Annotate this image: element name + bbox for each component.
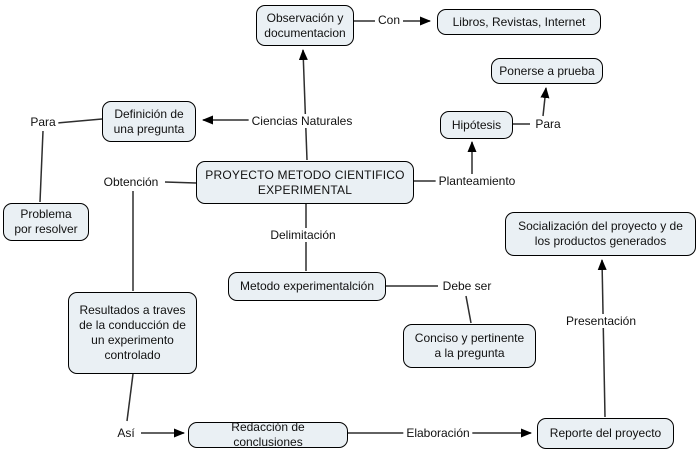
node-definicion-pregunta[interactable]: Definición de una pregunta (102, 101, 196, 142)
edge-label-planteamiento[interactable]: Planteamiento (436, 174, 519, 188)
edge-label-obtencion[interactable]: Obtención (101, 175, 162, 189)
connector-debeser-conciso (466, 296, 471, 323)
connector-definicion-para (57, 119, 102, 123)
node-reporte-proyecto[interactable]: Reporte del proyecto (537, 418, 674, 449)
edge-label-asi[interactable]: Así (114, 426, 137, 440)
node-hipotesis[interactable]: Hipótesis (440, 111, 513, 139)
node-socializacion-proyecto[interactable]: Socialización del proyecto y de los productos generados (505, 212, 696, 256)
connector-resultados-asi (127, 374, 133, 421)
edge-label-para-left[interactable]: Para (27, 115, 58, 129)
edge-label-presentacion[interactable]: Presentación (563, 314, 639, 328)
edge-label-debe-ser[interactable]: Debe ser (440, 279, 495, 293)
connector-proyecto-obtencion (165, 182, 196, 183)
node-metodo-experimental[interactable]: Metodo experimentalción (228, 272, 386, 301)
edge-label-delimitacion[interactable]: Delimitación (267, 228, 338, 242)
node-libros-revistas-internet[interactable]: Libros, Revistas, Internet (437, 9, 601, 35)
edge-label-elaboracion[interactable]: Elaboración (403, 426, 472, 440)
node-ponerse-a-prueba[interactable]: Ponerse a prueba (491, 58, 603, 84)
node-observacion-documentacion[interactable]: Observación y documentacion (256, 5, 354, 46)
node-proyecto-metodo-cientifico[interactable]: PROYECTO METODO CIENTIFICO EXPERIMENTAL (196, 161, 414, 204)
node-problema-por-resolver[interactable]: Problema por resolver (3, 203, 89, 241)
node-resultados-experimento[interactable]: Resultados a traves de la conducción de un experimento controlado (68, 292, 197, 374)
connector-reporte-socializacion (602, 260, 605, 417)
connector-para-ponerse (543, 88, 546, 116)
connector-para-problema (40, 131, 43, 202)
edge-label-con[interactable]: Con (375, 13, 403, 27)
edge-label-ciencias-naturales[interactable]: Ciencias Naturales (249, 114, 356, 128)
edge-label-para-right[interactable]: Para (532, 117, 563, 131)
connector-proyecto-observacion (303, 50, 307, 160)
node-conciso-pertinente[interactable]: Conciso y pertinente a la pregunta (403, 324, 536, 368)
node-redaccion-conclusiones[interactable]: Redacción de conclusiones (188, 422, 348, 448)
